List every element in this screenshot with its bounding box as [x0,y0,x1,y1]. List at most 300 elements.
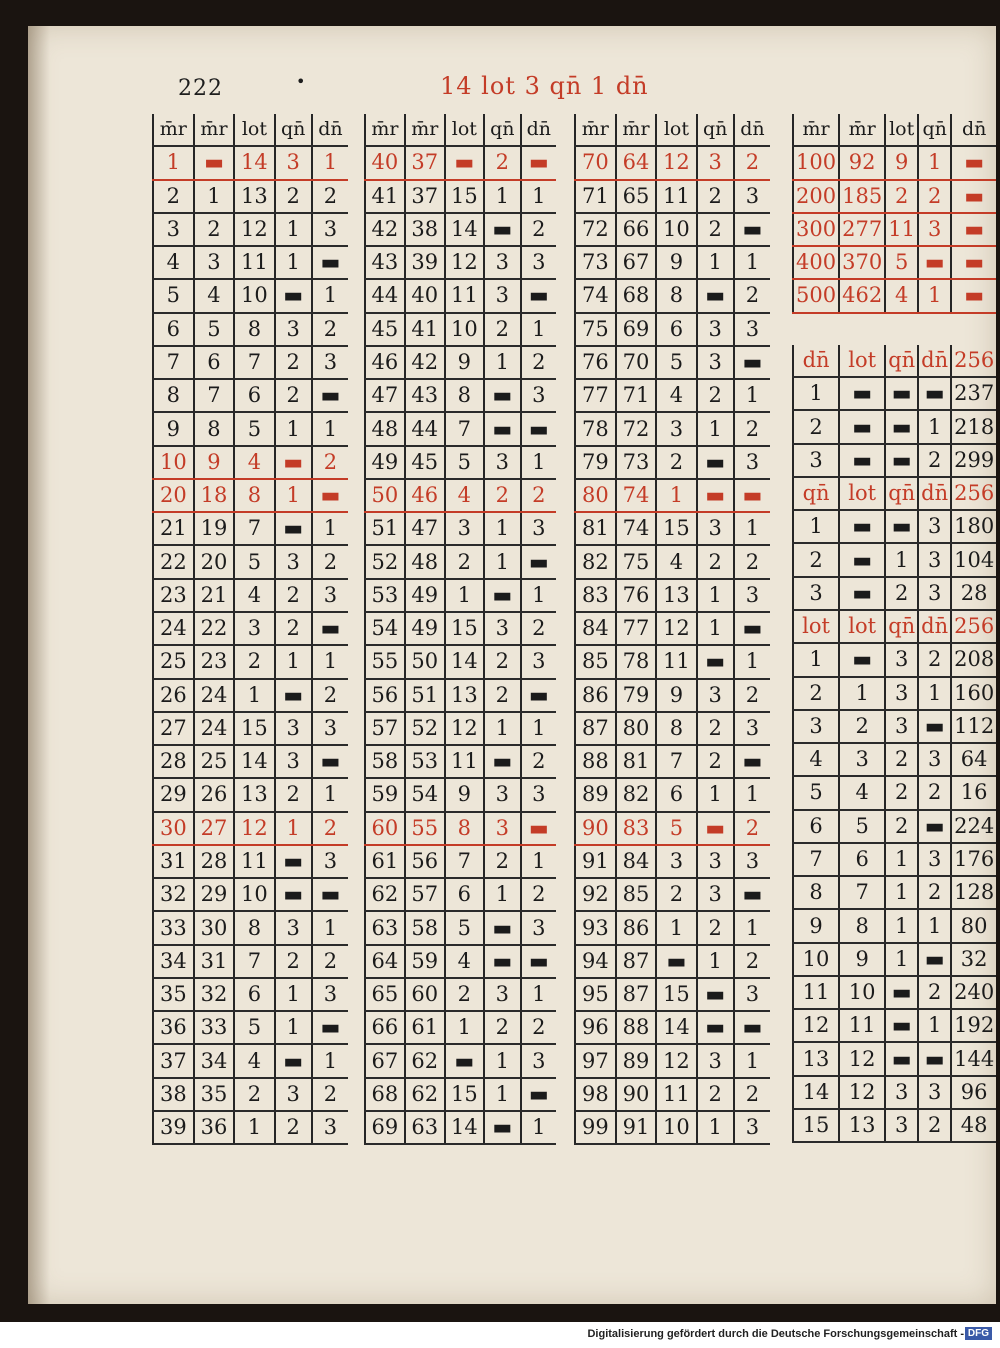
table-cell: 2 [484,313,521,346]
table-cell: ▬ [275,279,312,312]
table-cell: ▬ [521,412,556,445]
table-cell: 13 [234,180,274,213]
table-cell: 85 [575,645,616,678]
table-row [365,679,556,712]
table-row [153,612,348,645]
table-cell: 3 [885,1109,918,1142]
table-cell: 3 [445,512,484,545]
table-cell: 3 [697,146,734,179]
table-cell: 32 [194,978,235,1011]
table-cell: 24 [153,612,194,645]
table-cell: 87 [616,978,657,1011]
table-cell: ▬ [839,444,885,477]
section-header-row [793,345,996,377]
table-cell: 3 [734,1111,770,1144]
table-row [365,778,556,811]
table-cell: 2 [793,543,839,576]
table-cell: 35 [194,1078,235,1111]
table-cell: 83 [575,579,616,612]
table-row [575,612,770,645]
table-cell: 3 [697,845,734,878]
table-row [793,377,996,410]
table-row [793,1109,996,1142]
table-row [365,246,556,279]
table-cell: 2 [275,579,312,612]
table-cell: 3 [484,978,521,1011]
table-cell: 28 [951,577,996,610]
table-cell: 1 [521,1111,556,1144]
table-cell: 2 [521,1011,556,1044]
table-cell: 40 [405,279,445,312]
table-cell: ▬ [839,577,885,610]
table-cell: 45 [365,313,405,346]
table-row [153,180,348,213]
table-cell: 65 [365,978,405,1011]
table-row [153,379,348,412]
table-cell: 128 [951,876,996,909]
table-cell: 61 [405,1011,445,1044]
table-row [365,1044,556,1077]
table-cell: 7 [445,845,484,878]
table-row [793,843,996,876]
table-cell: 30 [153,812,194,845]
table-cell: 2 [194,213,235,246]
table-cell: 2 [445,545,484,578]
table-column-2 [364,114,556,1145]
table-cell: 7 [656,745,696,778]
table-cell: 2 [697,712,734,745]
table-cell: 43 [405,379,445,412]
table-cell: 88 [616,1011,657,1044]
table-cell: 2 [275,180,312,213]
table-cell: 1 [275,645,312,678]
table-row [575,1078,770,1111]
table-cell: 6 [445,878,484,911]
table-row-highlighted [153,479,348,512]
table-cell: 45 [405,446,445,479]
table-row [153,645,348,678]
table-row [365,346,556,379]
column-header: lot [656,114,696,146]
table-column-3 [574,114,770,1145]
table-row [575,1111,770,1144]
table-cell: 1 [918,279,951,312]
table-cell: 1 [697,579,734,612]
table-cell: 13 [656,579,696,612]
table-cell: 21 [153,512,194,545]
table-cell: 400 [793,246,839,279]
table-cell: 1 [312,279,348,312]
table-cell: 64 [616,146,657,179]
table-row [153,679,348,712]
table-cell: 49 [365,446,405,479]
table-cell: 8 [445,379,484,412]
table-cell: 89 [616,1044,657,1077]
table-cell: 2 [918,1109,951,1142]
table-cell: 3 [734,712,770,745]
table-cell: 2 [484,146,521,179]
table-cell: 1 [521,845,556,878]
table-cell: 13 [793,1042,839,1075]
table-cell: 75 [616,545,657,578]
table-cell: 1 [734,512,770,545]
table-cell: 11 [793,976,839,1009]
table-cell: 11 [234,246,274,279]
table-cell: 256 [951,345,996,377]
table-cell: 14 [793,1076,839,1109]
table-cell: ▬ [839,510,885,543]
table-cell: 5 [445,911,484,944]
table-cell: 35 [153,978,194,1011]
table-cell: ▬ [312,612,348,645]
table-row [575,412,770,445]
table-cell: 3 [885,677,918,710]
table-cell: 97 [575,1044,616,1077]
table-cell: 3 [312,712,348,745]
table-cell: 9 [445,778,484,811]
table-cell: 3 [484,812,521,845]
table-row [575,512,770,545]
table-cell: 2 [918,776,951,809]
table-cell: 3 [697,1044,734,1077]
page-number: 222 [178,76,223,101]
table-cell: 1 [312,146,348,179]
column-header: dn̄ [734,114,770,146]
table-cell: 25 [194,745,235,778]
table-cell: 3 [275,911,312,944]
table-cell: 49 [405,612,445,645]
table-cell: 77 [616,612,657,645]
table-cell: 2 [521,745,556,778]
table-cell: 8 [153,379,194,412]
table-row [153,1011,348,1044]
table-cell: ▬ [312,745,348,778]
table-cell: 6 [839,843,885,876]
table-column-4 [792,114,996,1143]
table-cell: 5 [793,776,839,809]
table-cell: 92 [575,878,616,911]
table-cell: 1 [484,1044,521,1077]
table-cell: 4 [194,279,235,312]
table-row [365,512,556,545]
table-cell: 3 [234,612,274,645]
table-row-highlighted [575,479,770,512]
table-cell: 3 [275,545,312,578]
table-cell: 80 [575,479,616,512]
table-cell: 9 [656,246,696,279]
table-cell: 72 [616,412,657,445]
table-cell: 1 [734,246,770,279]
table-cell: 46 [405,479,445,512]
table-cell: 3 [484,446,521,479]
table-row [365,978,556,1011]
table-cell: ▬ [918,246,951,279]
table-cell: ▬ [951,246,996,279]
table-cell: 2 [918,643,951,676]
table-cell: 48 [405,545,445,578]
table-cell: 2 [234,1078,274,1111]
table-cell: ▬ [484,412,521,445]
table-cell: 82 [616,778,657,811]
table-cell: 10 [656,1111,696,1144]
table-cell: 1 [275,479,312,512]
table-row [153,412,348,445]
table-cell: 2 [918,976,951,1009]
table-cell: 23 [194,645,235,678]
table-cell: qn̄ [885,345,918,377]
table-cell: 9 [885,146,918,179]
table-row [153,313,348,346]
table-cell: 27 [194,812,235,845]
table-cell [839,313,885,345]
table-cell: 78 [575,412,616,445]
table-cell: 3 [275,712,312,745]
table-cell: 2 [521,213,556,246]
table-cell: 3 [734,180,770,213]
table-cell: 15 [656,978,696,1011]
table-cell: 2 [275,346,312,379]
table-cell: 2 [275,1111,312,1144]
table-cell: ▬ [521,812,556,845]
table-row [365,180,556,213]
table-row [153,945,348,978]
table-cell: 2 [275,778,312,811]
table-cell: 1 [697,778,734,811]
table-cell [885,313,918,345]
conversion-table [364,114,556,1145]
table-cell: 1 [275,213,312,246]
table-cell: 30 [194,911,235,944]
table-cell: 88 [575,745,616,778]
table-cell: ▬ [918,1042,951,1075]
table-cell: 2 [734,279,770,312]
table-cell: 3 [734,313,770,346]
table-cell: 12 [234,213,274,246]
table-row [575,745,770,778]
column-header: lot [234,114,274,146]
table-cell: 1 [521,579,556,612]
table-cell: dn̄ [793,345,839,377]
table-row [575,1011,770,1044]
table-cell: 1 [275,978,312,1011]
table-cell: 3 [312,1111,348,1144]
table-cell: 29 [194,878,235,911]
table-cell: 8 [656,712,696,745]
table-cell: 2 [656,446,696,479]
table-cell: 56 [365,679,405,712]
table-cell: qn̄ [885,610,918,643]
table-row [153,512,348,545]
table-row [153,978,348,1011]
table-cell: 4 [656,545,696,578]
table-row [365,412,556,445]
table-cell: 44 [405,412,445,445]
table-cell: 1 [697,945,734,978]
table-row [153,579,348,612]
table-cell: 2 [312,313,348,346]
table-cell: 1 [484,346,521,379]
table-cell: 67 [616,246,657,279]
table-cell: ▬ [951,213,996,246]
table-cell: 2 [484,645,521,678]
table-cell: 36 [194,1111,235,1144]
table-row [575,878,770,911]
table-cell: 1 [918,410,951,443]
table-cell: ▬ [312,479,348,512]
table-cell: ▬ [734,612,770,645]
table-row-highlighted [153,446,348,479]
table-cell: 2 [521,479,556,512]
table-cell: 3 [521,911,556,944]
table-cell: 2 [885,776,918,809]
table-cell: 94 [575,945,616,978]
table-cell: 2 [697,745,734,778]
table-cell: 2 [734,1078,770,1111]
table-row-highlighted [793,146,996,179]
table-row [153,745,348,778]
table-row [793,743,996,776]
table-cell: 80 [951,909,996,942]
table-cell: 2 [312,812,348,845]
table-header-row [793,114,996,146]
table-cell: 2 [312,180,348,213]
table-cell: ▬ [885,510,918,543]
table-cell: 1 [521,712,556,745]
table-cell: 3 [312,845,348,878]
column-header: m̄r [575,114,616,146]
table-cell: 3 [793,444,839,477]
table-cell: 1 [312,911,348,944]
table-cell: 73 [616,446,657,479]
table-cell: 87 [616,945,657,978]
table-cell: ▬ [275,446,312,479]
table-cell: 60 [365,812,405,845]
table-cell: 79 [616,679,657,712]
table-cell: 1 [312,778,348,811]
table-cell: 16 [951,776,996,809]
table-cell: 14 [234,745,274,778]
table-cell: 3 [656,412,696,445]
table-cell: 72 [575,213,616,246]
table-cell: 2 [839,710,885,743]
table-cell: ▬ [697,446,734,479]
table-cell: 7 [793,843,839,876]
table-cell: 34 [194,1044,235,1077]
table-cell: 3 [521,379,556,412]
table-cell: qn̄ [885,477,918,510]
table-row [793,876,996,909]
table-cell: 2 [734,412,770,445]
table-cell: ▬ [521,945,556,978]
table-cell: 3 [312,579,348,612]
table-cell: 2 [312,945,348,978]
table-cell: 3 [275,146,312,179]
table-row-highlighted [793,180,996,213]
table-cell: 9 [153,412,194,445]
table-cell: ▬ [734,1011,770,1044]
table-row [575,579,770,612]
table-cell: 14 [445,645,484,678]
table-cell: ▬ [885,1009,918,1042]
table-cell: 2 [918,444,951,477]
table-cell: 63 [365,911,405,944]
table-cell: 2 [918,180,951,213]
section-header-row [793,610,996,643]
table-cell: 12 [656,1044,696,1077]
table-cell: 1 [484,512,521,545]
table-cell: 48 [365,412,405,445]
table-row [793,776,996,809]
table-cell: 52 [365,545,405,578]
table-cell: 4 [793,743,839,776]
table-cell: 2 [484,845,521,878]
table-cell: ▬ [885,976,918,1009]
table-cell: 7 [234,945,274,978]
table-cell: 1 [445,579,484,612]
table-cell: 3 [793,577,839,610]
table-cell: 13 [445,679,484,712]
table-cell: 10 [839,976,885,1009]
table-cell: 2 [885,577,918,610]
table-row [793,410,996,443]
table-cell: ▬ [484,911,521,944]
table-cell: ▬ [312,246,348,279]
table-cell: 78 [616,645,657,678]
table-cell: 1 [918,909,951,942]
table-row [365,545,556,578]
table-row [365,845,556,878]
table-cell: 11 [839,1009,885,1042]
column-header: qn̄ [275,114,312,146]
table-cell: 75 [575,313,616,346]
table-cell: 300 [793,213,839,246]
table-cell: ▬ [951,180,996,213]
table-cell: 1 [484,180,521,213]
table-cell: 20 [153,479,194,512]
table-cell: 1 [484,712,521,745]
table-cell: qn̄ [793,477,839,510]
table-cell: 2 [793,410,839,443]
table-cell: 2 [885,180,918,213]
table-cell: 3 [918,213,951,246]
table-cell: 86 [575,679,616,712]
table-cell: ▬ [734,745,770,778]
table-cell: 4 [885,279,918,312]
column-header: m̄r [839,114,885,146]
table-cell: 55 [365,645,405,678]
table-row [153,545,348,578]
table-row [575,246,770,279]
table-cell: 12 [839,1042,885,1075]
table-cell: 11 [445,279,484,312]
table-cell: 3 [275,745,312,778]
table-cell: 42 [405,346,445,379]
table-cell: 5 [839,810,885,843]
table-cell: 3 [521,512,556,545]
table-cell: 1 [918,677,951,710]
table-cell: ▬ [697,645,734,678]
column-header: m̄r [365,114,405,146]
table-cell: ▬ [521,279,556,312]
table-cell: 6 [656,778,696,811]
table-cell: 1 [918,146,951,179]
table-cell: 6 [234,978,274,1011]
header-ornament-dot: • [296,72,306,91]
table-cell: 89 [575,778,616,811]
table-cell: 1 [312,412,348,445]
table-cell: 77 [575,379,616,412]
table-cell: 1 [885,876,918,909]
